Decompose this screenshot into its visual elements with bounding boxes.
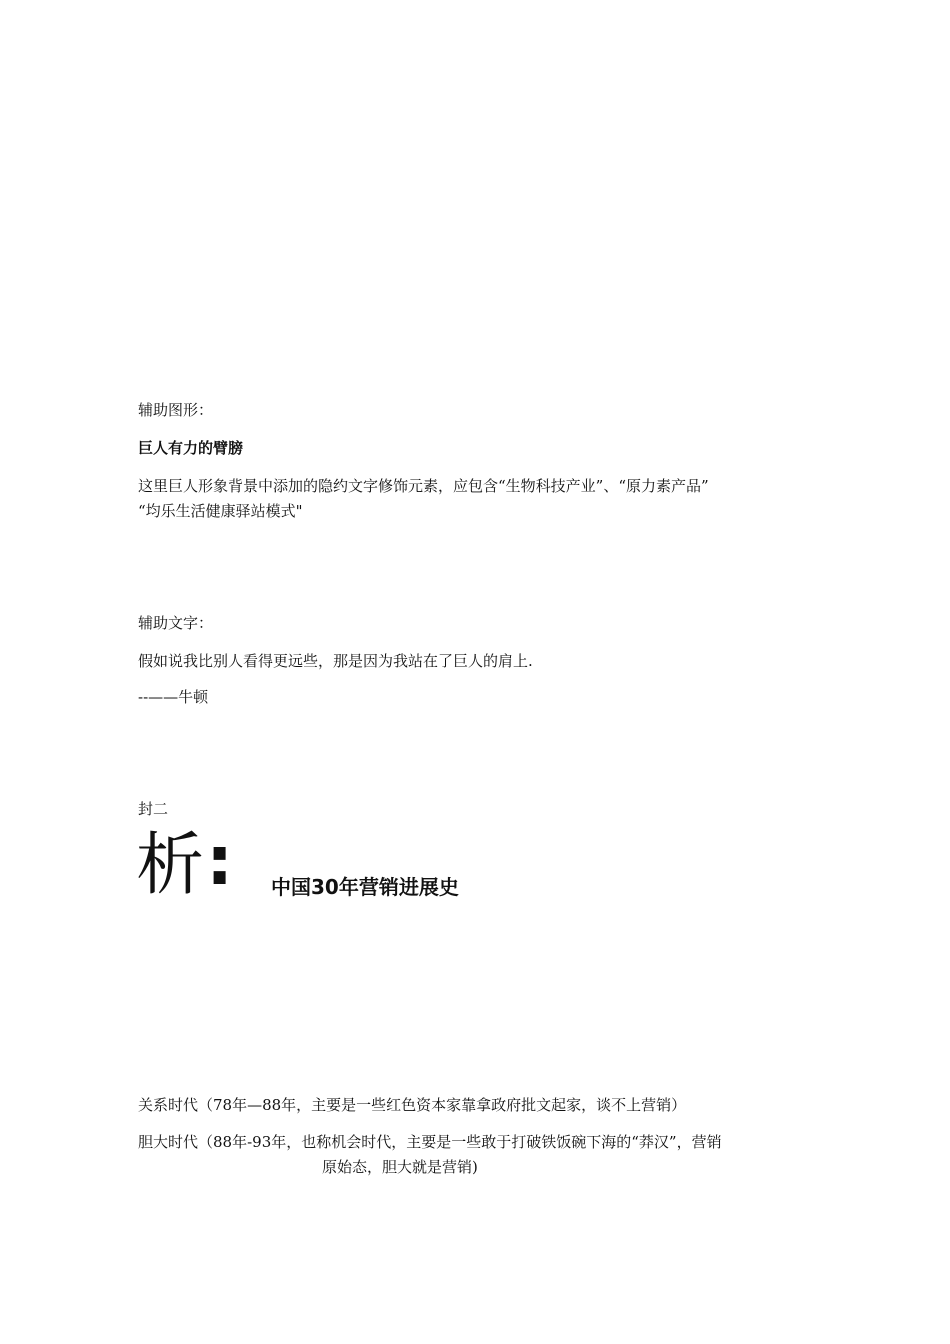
aux-graphic-title: 巨人有力的臂膀 [138,439,244,457]
cover2-label: 封二 [138,800,169,818]
aux-graphic-desc-line2: “均乐生活健康驿站模式" [138,502,303,520]
aux-text-label: 辅助文字： [138,614,214,632]
cover2-subtitle: 中国30年营销进展史 [271,875,459,899]
aux-text-attribution: --——牛顿 [138,688,209,706]
cover2-colon: : [206,822,234,901]
cover2-big-char: 析 [136,826,205,905]
aux-graphic-label: 辅助图形： [138,401,214,419]
era-bold-line2: 原始态，胆大就是营销) [322,1158,478,1176]
aux-graphic-desc-line1: 这里巨人形象背景中添加的隐约文字修饰元素，应包含“生物科技产业”、“原力素产品” [138,477,709,495]
era-relationship: 关系时代（78年—88年，主要是一些红色资本家靠拿政府批文起家，谈不上营销） [138,1096,687,1114]
aux-text-quote: 假如说我比别人看得更远些，那是因为我站在了巨人的肩上. [138,652,533,670]
era-bold-line1: 胆大时代（88年-93年，也称机会时代，主要是一些敢于打破铁饭碗下海的“莽汉”，营销 [138,1133,722,1151]
